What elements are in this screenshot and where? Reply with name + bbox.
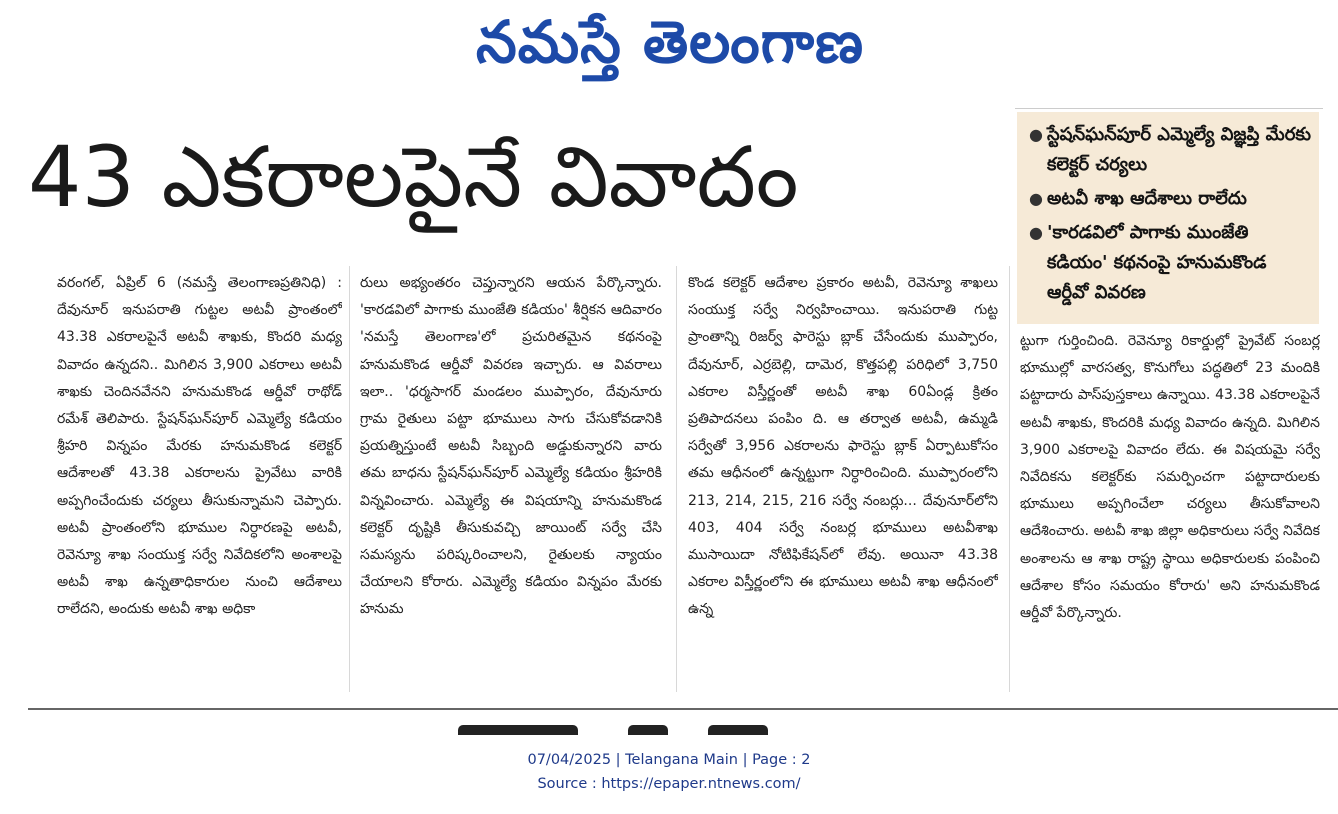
cut-text-fragment: [628, 725, 668, 735]
sidebar-top-rule: [1015, 108, 1323, 109]
highlights-list: [1027, 120, 1313, 308]
cut-text-fragment: [708, 725, 768, 735]
bullet-icon: ●: [1029, 223, 1043, 242]
highlight-text: 'కారడవిలో పాగాకు ముంజేతి కడియం' కథనంపై హనుమకొండ ఆర్డీవో వివరణ: [1047, 222, 1267, 303]
article-headline: 43 ఎకరాలపైనే వివాదం: [28, 128, 799, 226]
highlight-item: [1027, 184, 1313, 214]
highlight-item: [1027, 218, 1313, 308]
column-divider: [349, 266, 350, 692]
column-divider: [1009, 266, 1010, 692]
page-footer: [0, 748, 1338, 796]
footer-source-link[interactable]: Source : https://epaper.ntnews.com/: [537, 776, 801, 792]
bullet-icon: ●: [1029, 189, 1043, 208]
highlight-text: అటవీ శాఖ ఆదేశాలు రాలేదు: [1047, 188, 1247, 209]
article-column-4: ట్టుగా గుర్తించింది. రెవెన్యూ రికార్డుల్లో ప్రైవేట్ సంబర్ల భూముల్లో వారసత్వ, కొనుగోలు పద్ధతిలో 23 మందికి పట్టాదారు పాస్‌పుస్తకాలు ఉన్నాయి. 43.38 ఎకరాలపైనే అటవీ శాఖకు, కొందరికి మధ్య వివాదం ఉన్నది. మిగిలిన 3,900 ఎకరాలపై వివాదం లేదు. ఈ విషయమై సర్వే నివేదికను కలెక్టర్‌కు సమర్పించగా పట్టాదారులకు భూములు అప్పగించేలా చర్యలు తీసుకోవాలని ఆదేశించారు. అటవీ శాఖ జిల్లా అధికారులు సర్వే నివేదిక అంశాలను ఆ శాఖ రాష్ట్ర స్థాయి అధికారులకు పంపించి ఆదేశాల కోసం సమయం కోరారు' అని హనుమకొండ ఆర్డీవో పేర్కొన్నారు.: [1020, 333, 1320, 622]
column-divider: [676, 266, 677, 692]
highlight-text: స్టేషన్‌ఘన్‌పూర్ ఎమ్మెల్యే విజ్ఞప్తి మేరకు కలెక్టర్ చర్యలు: [1047, 124, 1311, 175]
highlights-box: [1017, 112, 1319, 324]
page-bottom-rule: [28, 708, 1338, 710]
bullet-icon: ●: [1029, 125, 1043, 144]
article-column-3: కొండ కలెక్టర్ ఆదేశాల ప్రకారం అటవీ, రెవెన్యూ శాఖలు సంయుక్త సర్వే నిర్వహించాయి. ఇనుపరాతి గుట్ట ప్రాంతాన్ని రిజర్వ్ ఫారెస్టు బ్లాక్ చేసేందుకు ముప్పారం, దేవునూర్, ఎర్రబెల్లి, దామెర, కొత్తపల్లి పరిధిలో 3,750 ఎకరాల విస్తీర్ణంతో అటవీ శాఖ 60ఏండ్ల క్రితం ప్రతిపాదనలు పంపిం ది. ఆ తర్వాత అటవీ, ఉమ్మడి సర్వేతో 3,956 ఎకరాలను ఫారెస్టు బ్లాక్ ఏర్పాటుకోసం తమ ఆధీనంలో ఉన్నట్టుగా నిర్ధారించింది. ముప్పారంలోని 213, 214, 215, 216 సర్వే నంబర్లు... దేవునూర్‌లోని 403, 404 సర్వే నంబర్ల భూములు అటవీశాఖ ముసాయిదా నోటిఫికేషన్‌లో లేవు. అయినా 43.38 ఎకరాల విస్తీర్ణంలోని ఈ భూములు అటవీ శాఖ ఆధీనంలో ఉన్న: [688, 275, 998, 618]
cut-text-fragment: [458, 725, 578, 735]
footer-edition-info: 07/04/2025 | Telangana Main | Page : 2: [527, 752, 811, 768]
next-article-headline-fragment: [28, 711, 1338, 735]
newspaper-masthead: నమస్తే తెలంగాణ: [476, 8, 864, 76]
article-column-2: రులు అభ్యంతరం చెప్తున్నారని ఆయన పేర్కొన్నారు. 'కారడవిలో పాగాకు ముంజేతి కడియం' శీర్షికన ఆదివారం 'నమస్తే తెలంగాణ'లో ప్రచురితమైన కథనంపై హనుమకొండ ఆర్డీవో వివరణ ఇచ్చారు. ఆ వివరాలు ఇలా.. 'ధర్మసాగర్ మండలం ముప్పారం, దేవునూరు గ్రామ రైతులు పట్టా భూములు సాగు చేసుకోవడానికి ప్రయత్నిస్తుంటే అటవీ సిబ్బంది అడ్డుకున్నారని వారు తమ బాధను స్టేషన్‌ఘన్‌పూర్ ఎమ్మెల్యే కడియం శ్రీహరికి విన్నవించారు. ఎమ్మెల్యే ఈ విషయాన్ని హనుమకొండ కలెక్టర్ దృష్టికి తీసుకువచ్చి జాయింట్ సర్వే చేసి సమస్యను పరిష్కరించాలని, రైతులకు న్యాయం చేయాలని కోరారు. ఎమ్మెల్యే కడియం విన్నపం మేరకు హనుమ: [360, 275, 662, 618]
article-column-1: వరంగల్, ఏప్రిల్ 6 (నమస్తే తెలంగాణప్రతినిధి) : దేవునూర్ ఇనుపరాతి గుట్టల అటవీ ప్రాంతంలో 43.38 ఎకరాలపైనే అటవీ శాఖకు, కొందరి మధ్య వివాదం ఉన్నదని.. మిగిలిన 3,900 ఎకరాలు అటవీ శాఖకు చెందినవేనని హనుమకొండ ఆర్డీవో రాథోడ్ రమేశ్ తెలిపారు. స్టేషన్‌ఘన్‌పూర్ ఎమ్మెల్యే కడియం శ్రీహరి విన్నపం మేరకు హనుమకొండ కలెక్టర్ ఆదేశాలతో 43.38 ఎకరాలను ప్రైవేటు వారికి అప్పగించేందుకు చర్యలు తీసుకున్నామని చెప్పారు. అటవీ ప్రాంతంలోని భూముల నిర్ధారణపై అటవీ, రెవెన్యూ శాఖ సంయుక్త సర్వే నివేదికలోని అంశాలపై అటవీ శాఖ ఉన్నతాధికారుల నుంచి ఆదేశాలు రాలేదని, అందుకు అటవీ శాఖ అధికా: [57, 275, 342, 618]
highlight-item: [1027, 120, 1313, 180]
